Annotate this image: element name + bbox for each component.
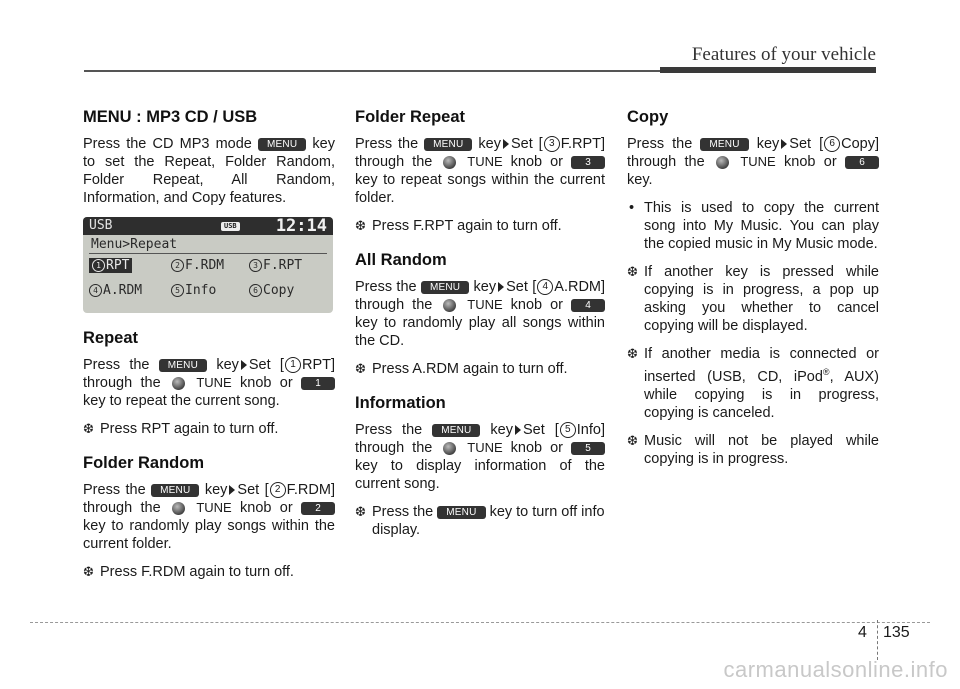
- circled-number-icon: 1: [285, 357, 301, 373]
- watermark: carmanualsonline.info: [723, 657, 948, 682]
- all-random-instructions: Press the MENU key Set [ 4 A.RDM] through the TUNE knob or 4 key to randomly play all songs within the CD.: [355, 279, 606, 349]
- section-heading-folder-random: Folder Random: [83, 454, 205, 472]
- tune-knob-icon: [443, 156, 456, 169]
- arrow-right-icon: [781, 139, 787, 149]
- section-heading-repeat: Repeat: [83, 329, 139, 347]
- header-bar: [660, 67, 876, 73]
- section-heading-all-random: All Random: [355, 251, 447, 269]
- section-heading-menu: MENU : MP3 CD / USB: [83, 108, 258, 126]
- menu-key-icon: MENU: [151, 484, 199, 497]
- information-instructions: Press the MENU key Set [ 5 Info] through the TUNE knob or 5 key to display information of the current song.: [355, 422, 605, 492]
- page-number: 135: [883, 624, 910, 641]
- screen-option: 5 Info: [171, 283, 216, 298]
- number-key-icon: 3: [571, 156, 605, 169]
- arrow-right-icon: [229, 485, 235, 495]
- screen-option: 4 A.RDM: [89, 283, 142, 298]
- screen-breadcrumb: Menu>Repeat: [91, 237, 178, 252]
- chapter-number: 4: [858, 624, 867, 641]
- folder-random-note: ❆ Press F.RDM again to turn off.: [83, 563, 335, 581]
- copy-note-1: ❆ If another key is pressed while copying is in progress, a pop up asking you whether to cancel copying will be displayed.: [627, 263, 879, 335]
- copy-bullet: • This is used to copy the current song into My Music. You can play the copied music in My Music mode.: [627, 199, 879, 253]
- repeat-instructions: Press the MENU key Set [ 1 RPT] through the TUNE knob or 1 key to repeat the current song.: [83, 357, 335, 409]
- copy-instructions: Press the MENU key Set [ 6 Copy] through the TUNE knob or 6 key.: [627, 136, 880, 188]
- circled-number-icon: 4: [537, 279, 553, 295]
- tune-knob-icon: [172, 502, 185, 515]
- screen-usb-badge: USB: [221, 222, 240, 231]
- menu-key-icon: MENU: [700, 138, 748, 151]
- number-key-icon: 5: [571, 442, 605, 455]
- information-note: ❆ Press the MENU key to turn off info display.: [355, 503, 605, 539]
- menu-key-icon: MENU: [421, 281, 469, 294]
- circled-number-icon: 5: [560, 422, 576, 438]
- repeat-note: ❆ Press RPT again to turn off.: [83, 420, 335, 438]
- menu-key-icon: MENU: [424, 138, 472, 151]
- screen-tab: USB: [89, 218, 113, 233]
- number-key-icon: 1: [301, 377, 335, 390]
- tune-knob-icon: [443, 442, 456, 455]
- column-3: [627, 108, 879, 478]
- arrow-right-icon: [498, 282, 504, 292]
- number-key-icon: 6: [845, 156, 879, 169]
- section-heading-folder-repeat: Folder Repeat: [355, 108, 466, 126]
- section-heading-copy: Copy: [627, 108, 669, 126]
- tune-knob-icon: [716, 156, 729, 169]
- screen-option: 1 RPT: [89, 258, 132, 273]
- number-key-icon: 4: [571, 299, 605, 312]
- arrow-right-icon: [241, 360, 247, 370]
- arrow-right-icon: [515, 425, 521, 435]
- screen-option: 2 F.RDM: [171, 258, 224, 273]
- display-screen: [83, 217, 333, 313]
- circled-number-icon: 3: [544, 136, 560, 152]
- menu-key-icon: MENU: [258, 138, 306, 151]
- section-heading-information: Information: [355, 394, 446, 412]
- menu-key-icon: MENU: [437, 506, 485, 519]
- arrow-right-icon: [503, 139, 509, 149]
- copy-note-2: ❆ If another media is connected or inserted (USB, CD, iPod®, AUX) while copying is in progress, copying is canceled.: [627, 345, 879, 422]
- screen-option: 6 Copy: [249, 283, 294, 298]
- screen-option: 3 F.RPT: [249, 258, 302, 273]
- menu-key-icon: MENU: [159, 359, 207, 372]
- folder-random-instructions: Press the MENU key Set [ 2 F.RDM] through the TUNE knob or 2 key to randomly play songs within the current folder.: [83, 482, 335, 552]
- number-key-icon: 2: [301, 502, 335, 515]
- tune-knob-icon: [172, 377, 185, 390]
- menu-key-icon: MENU: [432, 424, 480, 437]
- header-rule: [84, 70, 660, 72]
- all-random-note: ❆ Press A.RDM again to turn off.: [355, 360, 605, 378]
- column-1: [83, 108, 335, 591]
- page-header-title: Features of your vehicle: [691, 44, 876, 65]
- page-number-separator: [877, 620, 878, 660]
- circled-number-icon: 6: [824, 136, 840, 152]
- footer-rule: [30, 622, 930, 623]
- screen-divider: [89, 253, 327, 254]
- folder-repeat-note: ❆ Press F.RPT again to turn off.: [355, 217, 605, 235]
- column-2: [355, 108, 605, 549]
- folder-repeat-instructions: Press the MENU key Set [ 3 F.RPT] through the TUNE knob or 3 key to repeat songs within the current folder.: [355, 136, 606, 206]
- circled-number-icon: 2: [270, 482, 286, 498]
- intro-paragraph: Press the CD MP3 mode MENU key to set the Repeat, Folder Random, Folder Repeat, All Random, Information, and Copy features.: [83, 136, 335, 206]
- copy-note-3: ❆ Music will not be played while copying is in progress.: [627, 432, 879, 468]
- screen-clock: 12:14: [275, 217, 327, 236]
- tune-knob-icon: [443, 299, 456, 312]
